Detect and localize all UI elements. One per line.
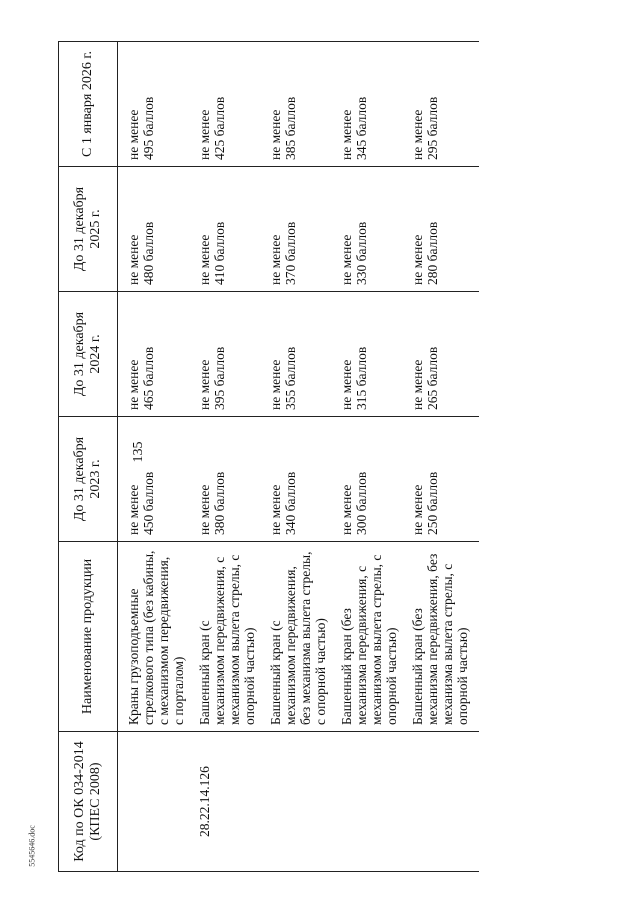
value-prefix: не менее (339, 359, 354, 410)
table-row (266, 42, 337, 872)
row-value-2025 (118, 167, 196, 292)
value-score: 450 баллов (141, 471, 156, 535)
value-prefix: не менее (197, 484, 212, 535)
row-value-2024 (266, 292, 337, 417)
product-score-table (58, 41, 479, 872)
table-row (408, 42, 479, 872)
table-header-row (59, 42, 118, 872)
row-value-2023 (195, 417, 266, 542)
value-prefix: не менее (410, 109, 425, 160)
row-value-2024 (337, 292, 408, 417)
row-value-2026 (118, 42, 196, 167)
row-value-2024 (118, 292, 196, 417)
value-score: 410 баллов (212, 221, 227, 285)
row-code (337, 732, 408, 872)
value-score: 385 баллов (283, 96, 298, 160)
value-score: 380 баллов (212, 471, 227, 535)
value-score: 300 баллов (354, 471, 369, 535)
table-row (195, 42, 266, 872)
table-row (118, 42, 196, 872)
row-name: Башенный кран (без механизма передвижения, с механизмом вылета стрелы, с опорной частью) (337, 542, 408, 732)
row-name: Краны грузоподъемные стрелкового типа (без кабины, с механизмом передвижения, с порталом) (118, 542, 196, 732)
value-score: 355 баллов (283, 346, 298, 410)
value-prefix: не менее (339, 234, 354, 285)
value-score: 250 баллов (425, 471, 440, 535)
row-value-2023 (408, 417, 479, 542)
row-value-2025 (195, 167, 266, 292)
header-code: Код по ОК 034-2014 (КПЕС 2008) (59, 732, 118, 872)
row-value-2023 (118, 417, 196, 542)
row-code (408, 732, 479, 872)
header-2025: До 31 декабря 2025 г. (59, 167, 118, 292)
row-name: Башенный кран (с механизмом передвижения, с механизмом вылета стрелы, с опорной частью) (195, 542, 266, 732)
value-score: 465 баллов (141, 346, 156, 410)
value-score: 280 баллов (425, 221, 440, 285)
value-score: 480 баллов (141, 221, 156, 285)
table-row (337, 42, 408, 872)
value-score: 315 баллов (354, 346, 369, 410)
value-prefix: не менее (268, 484, 283, 535)
row-value-2024 (195, 292, 266, 417)
row-code (118, 732, 196, 872)
value-prefix: не менее (197, 234, 212, 285)
value-prefix: не менее (126, 359, 141, 410)
value-prefix: не менее (410, 484, 425, 535)
row-value-2025 (266, 167, 337, 292)
header-2024: До 31 декабря 2024 г. (59, 292, 118, 417)
row-name: Башенный кран (с механизмом передвижения, без механизма вылета стрелы, с опорной частью) (266, 542, 337, 732)
value-prefix: не менее (410, 234, 425, 285)
row-code (266, 732, 337, 872)
value-prefix: не менее (268, 234, 283, 285)
value-score: 295 баллов (425, 96, 440, 160)
row-value-2026 (266, 42, 337, 167)
row-code: 28.22.14.126 (195, 732, 266, 872)
document-code-text: 5545646.doc (27, 825, 37, 867)
row-value-2026 (337, 42, 408, 167)
value-prefix: не менее (126, 234, 141, 285)
value-score: 345 баллов (354, 96, 369, 160)
value-score: 425 баллов (212, 96, 227, 160)
value-prefix: не менее (410, 359, 425, 410)
row-value-2023 (266, 417, 337, 542)
header-2023: До 31 декабря 2023 г. (59, 417, 118, 542)
value-score: 265 баллов (425, 346, 440, 410)
value-score: 395 баллов (212, 346, 227, 410)
row-value-2024 (408, 292, 479, 417)
row-value-2026 (408, 42, 479, 167)
value-score: 340 баллов (283, 471, 298, 535)
value-prefix: не менее (268, 359, 283, 410)
header-2026: С 1 января 2026 г. (59, 42, 118, 167)
value-prefix: не менее (268, 109, 283, 160)
rotated-table-container (58, 42, 598, 872)
row-value-2023 (337, 417, 408, 542)
value-prefix: не менее (339, 484, 354, 535)
row-value-2025 (408, 167, 479, 292)
value-score: 370 баллов (283, 221, 298, 285)
value-prefix: не менее (126, 109, 141, 160)
row-name: Башенный кран (без механизма передвижения, без механизма вылета стрелы, с опорной частью) (408, 542, 479, 732)
page-number-text: 135 (131, 441, 146, 463)
row-value-2025 (337, 167, 408, 292)
value-score: 495 баллов (141, 96, 156, 160)
row-value-2026 (195, 42, 266, 167)
value-prefix: не менее (126, 484, 141, 535)
value-prefix: не менее (339, 109, 354, 160)
header-name: Наименование продукции (59, 542, 118, 732)
value-prefix: не менее (197, 359, 212, 410)
value-prefix: не менее (197, 109, 212, 160)
value-score: 330 баллов (354, 221, 369, 285)
